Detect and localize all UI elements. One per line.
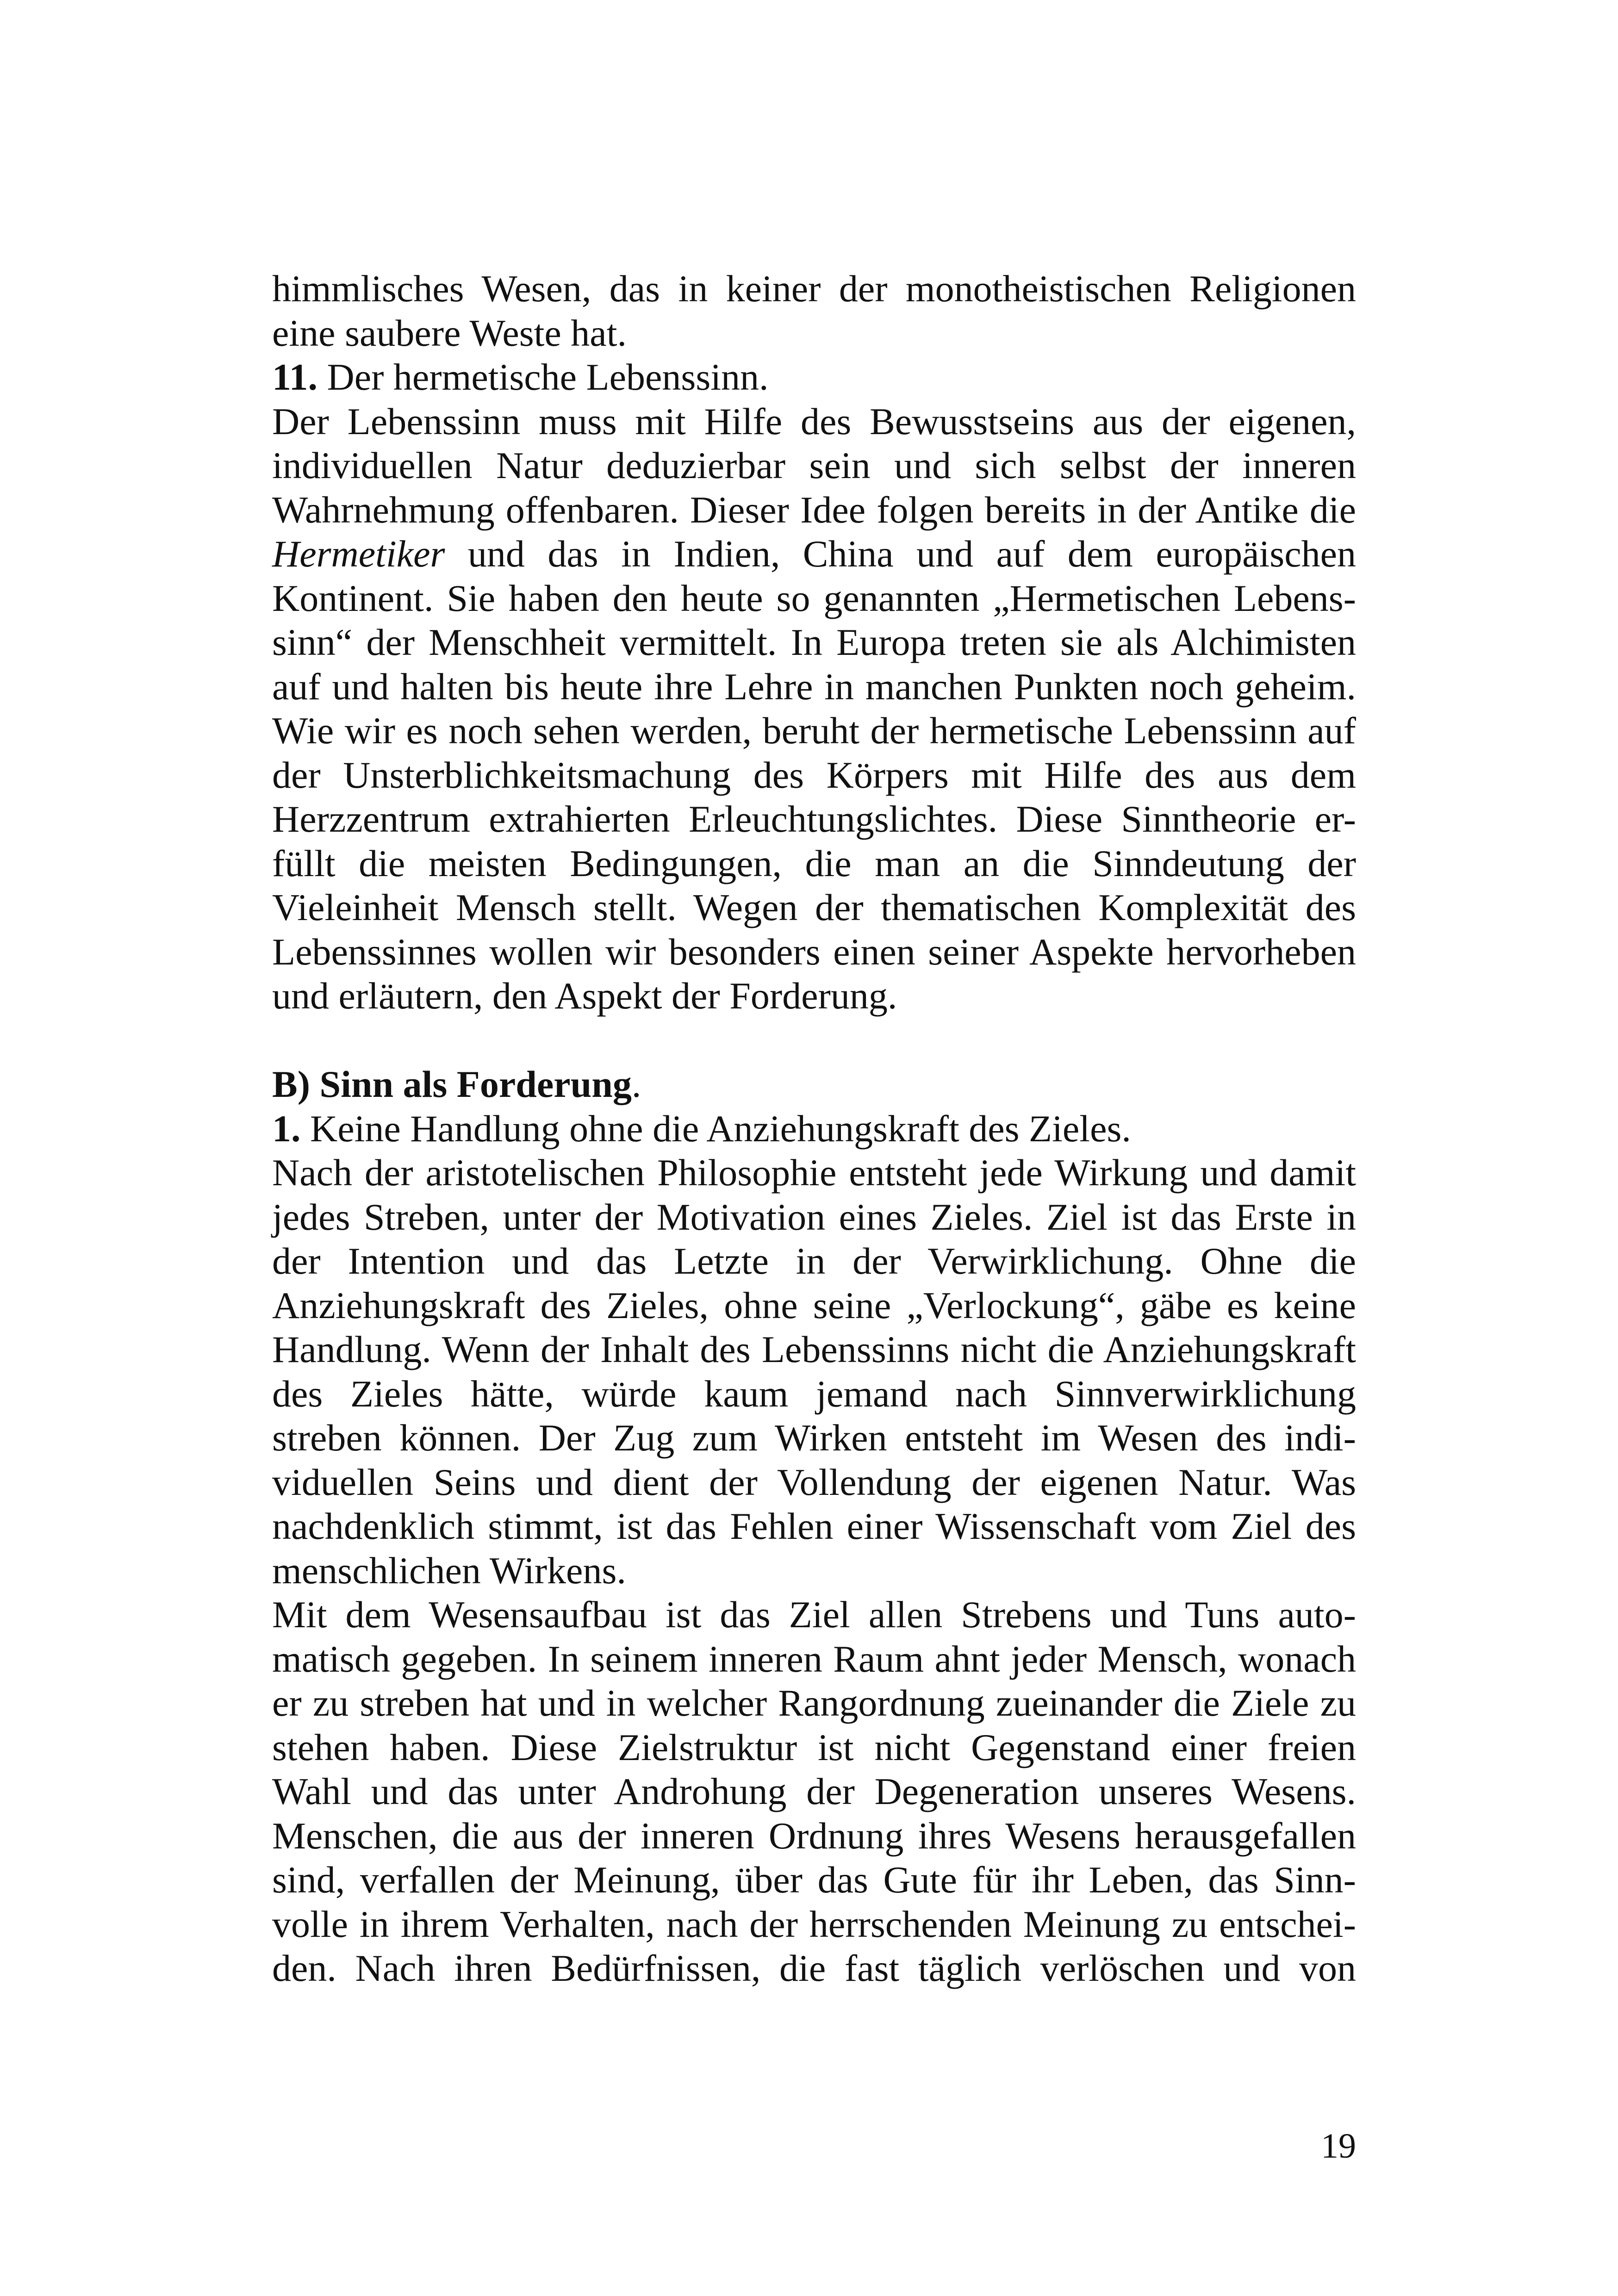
section-title-text: Der hermetische Lebenssinn. (317, 356, 769, 398)
text-line: Nach der aristotelischen Philosophie entsteht jede Wirkung und damit (272, 1151, 1356, 1194)
text-line: sinn“ der Menschheit vermittelt. In Europa treten sie als Alchimisten (272, 621, 1356, 663)
text-fragment: und das in Indien, China und auf dem europäischen (445, 533, 1356, 575)
text-line: Anziehungskraft des Zieles, ohne seine „Verlockung“, gäbe es keine (272, 1284, 1356, 1326)
text-line: stehen haben. Diese Zielstruktur ist nicht Gegenstand einer freien (272, 1726, 1356, 1768)
text-line: des Zieles hätte, würde kaum jemand nach Sinnverwirklichung (272, 1372, 1356, 1415)
text-line: volle in ihrem Verhalten, nach der herrschenden Meinung zu entschei- (272, 1903, 1356, 1945)
text-line: auf und halten bis heute ihre Lehre in manchen Punkten noch geheim. (272, 665, 1356, 708)
text-line: menschlichen Wirkens. (272, 1549, 626, 1592)
text-line: Kontinent. Sie haben den heute so genannten „Hermetischen Lebens- (272, 577, 1356, 619)
subsection-title (272, 1107, 1356, 1151)
text-line: er zu streben hat und in welcher Rangordnung zueinander die Ziele zu (272, 1682, 1356, 1724)
paragraph-gap (272, 1018, 1356, 1063)
text-line: matisch gegeben. In seinem inneren Raum ahnt jeder Mensch, wonach (272, 1637, 1356, 1680)
text-line: der Intention und das Letzte in der Verwirklichung. Ohne die (272, 1240, 1356, 1282)
heading-period: . (631, 1063, 641, 1105)
text-line: jedes Streben, unter der Motivation eines Zieles. Ziel ist das Erste in (272, 1195, 1356, 1238)
text-line (272, 532, 1356, 576)
subsection-title-text: Keine Handlung ohne die Anziehungskraft des Zieles. (300, 1107, 1131, 1150)
text-line: Herzzentrum extrahierten Erleuchtungslichtes. Diese Sinntheorie er- (272, 798, 1356, 840)
text-line: eine saubere Weste hat. (272, 311, 627, 354)
section-heading (272, 1062, 1356, 1107)
page-number: 19 (1321, 2127, 1356, 2165)
text-line: Wahrnehmung offenbaren. Dieser Idee folgen bereits in der Antike die (272, 488, 1356, 531)
text-line: Wie wir es noch sehen werden, beruht der hermetische Lebenssinn auf (272, 709, 1356, 752)
text-line: Wahl und das unter Androhung der Degeneration unseres Wesens. (272, 1770, 1356, 1812)
text-line: himmlisches Wesen, das in keiner der monotheistischen Religionen (272, 268, 1356, 310)
text-line: Menschen, die aus der inneren Ordnung ihres Wesens herausgefallen (272, 1814, 1356, 1857)
text-line: der Unsterblichkeitsmachung des Körpers mit Hilfe des aus dem (272, 753, 1356, 796)
text-line: Lebenssinnes wollen wir besonders einen seiner Aspekte hervorheben (272, 930, 1356, 973)
text-line: Der Lebenssinn muss mit Hilfe des Bewusstseins aus der eigenen, (272, 400, 1356, 442)
text-line: den. Nach ihren Bedürfnissen, die fast täglich verlöschen und von (272, 1947, 1356, 1989)
text-line: und erläutern, den Aspekt der Forderung. (272, 975, 897, 1017)
italic-term: Hermetiker (272, 533, 445, 575)
text-line: Vieleinheit Mensch stellt. Wegen der thematischen Komplexität des (272, 886, 1356, 928)
text-line: individuellen Natur deduzierbar sein und sich selbst der inneren (272, 444, 1356, 486)
text-line: streben können. Der Zug zum Wirken entsteht im Wesen des indi- (272, 1417, 1356, 1459)
subsection-number: 1. (272, 1107, 301, 1150)
text-line: füllt die meisten Bedingungen, die man an die Sinndeutung der (272, 842, 1356, 884)
text-line: viduellen Seins und dient der Vollendung der eigenen Natur. Was (272, 1461, 1356, 1503)
text-line: Mit dem Wesensaufbau ist das Ziel allen Strebens und Tuns auto- (272, 1593, 1356, 1636)
text-line: nachdenklich stimmt, ist das Fehlen einer Wissenschaft vom Ziel des (272, 1505, 1356, 1547)
text-line: Handlung. Wenn der Inhalt des Lebenssinns nicht die Anziehungskraft (272, 1328, 1356, 1370)
section-title-hermetic (272, 355, 1356, 399)
section-heading-text: B) Sinn als Forderung (272, 1063, 632, 1105)
text-line: sind, verfallen der Meinung, über das Gute für ihr Leben, das Sinn- (272, 1859, 1356, 1901)
section-number: 11. (272, 356, 317, 398)
page-body (272, 267, 1356, 1991)
